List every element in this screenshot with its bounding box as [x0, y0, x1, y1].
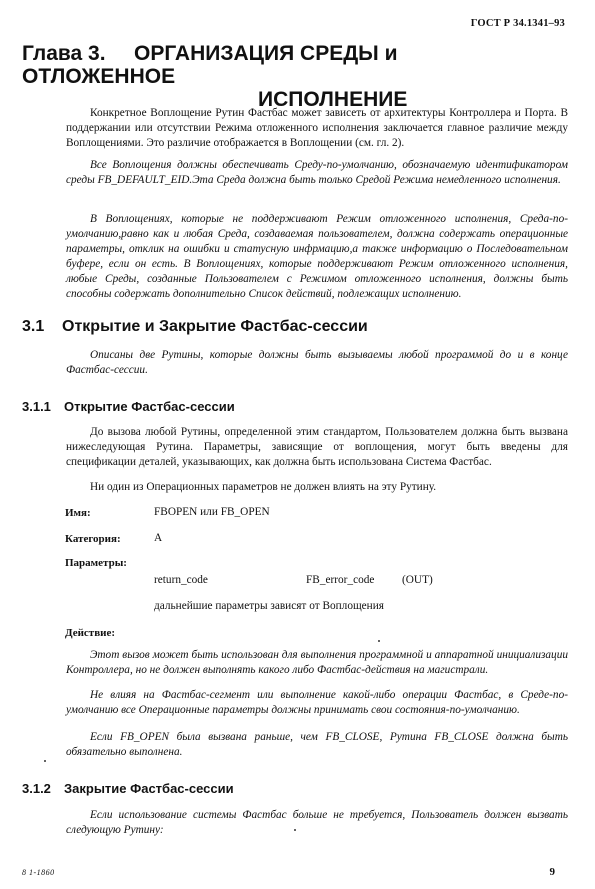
action-label: Действие: [65, 627, 116, 639]
intro-paragraph-1: Конкретное Воплощение Рутин Фастбас может зависеть от архитектуры Контроллера и Порта. В поддержании или отсутствии Режима отложенного исполнения заключается главное различие между Воплощениями. Это различие отображается в Воплощении (см. гл. 2). [66, 107, 568, 149]
param-fb-error-code: FB_error_code [306, 574, 375, 586]
section-title: Закрытие Фастбас-сессии [64, 781, 234, 796]
section-3-1-1-paragraph-2: Ни один из Операционных параметров не должен влиять на эту Рутину. [90, 481, 437, 493]
section-title: Открытие Фастбас-сессии [64, 399, 235, 414]
category-label: Категория: [65, 533, 121, 545]
param-return-code: return_code [154, 574, 208, 586]
section-title: Открытие и Закрытие Фастбас-сессии [62, 318, 368, 335]
section-3-1-1-paragraph-1: До вызова любой Рутины, определенной этим стандартом, Пользователем должна быть вызвана нижеследующая Рутина. Параметры, зависящие от воплощения, могут быть введены для спецификации деталей, указывающих, как должна быть использована Система Фастбас. [66, 426, 568, 468]
action-paragraph-2: Не влияя на Фастбас-сегмент или выполнение какой-либо операции Фастбас, в Среде-по-умолчанию все Операционные параметры должны принимать свои состояния-по-умолчанию. [66, 689, 568, 716]
parameters-label: Параметры: [65, 557, 127, 569]
page-number: 9 [549, 866, 555, 878]
chapter-number: Глава 3. [22, 42, 106, 65]
parameters-note: дальнейшие параметры зависят от Воплощения [154, 600, 384, 612]
param-direction: (OUT) [402, 574, 433, 586]
section-number: 3.1.2 [22, 781, 51, 796]
print-code: 8 1-1860 [22, 868, 55, 877]
chapter-title-line1: ОРГАНИЗАЦИЯ СРЕДЫ и ОТЛОЖЕННОЕ [22, 42, 398, 88]
section-3-1-1-heading [22, 399, 235, 414]
intro-paragraph-3: В Воплощениях, которые не поддерживают Режим отложенного исполнения, Среда-по-умолчанию,равно как и любая Среда, создаваемая пользователем, должна содержать операционные параметры, отклик на ошибки и статусную инфрмацию,а также информацию о Последовательном буфере, если он есть. В Воплощениях, которые поддерживают Режим отложенного исполнения, любые Среды, созданные Пользователем с Режимом отложенного исполнения, должны быть способны содержать дополнительно Список действий, подлежащих исполнению. [66, 213, 568, 300]
name-label: Имя: [65, 507, 91, 519]
section-3-1-2-text: Если использование системы Фастбас больше не требуется, Пользователь должен вызвать следующую Рутину: [66, 809, 568, 836]
section-3-1-heading [22, 318, 368, 336]
intro-paragraph-2: Все Воплощения должны обеспечивать Среду-по-умолчанию, обозначаемую идентификатором среды FB_DEFAULT_EID.Эта Среда должна быть только Средой Режима немедленного исполнения. [66, 159, 568, 186]
category-value: A [154, 532, 163, 544]
scan-speck [294, 829, 296, 831]
standard-number: ГОСТ Р 34.1341–93 [470, 18, 565, 29]
action-paragraph-3: Если FB_OPEN была вызвана раньше, чем FB_CLOSE, Рутина FB_CLOSE должна быть обязательно выполнена. [66, 731, 568, 758]
section-number: 3.1 [22, 318, 45, 335]
scan-speck [378, 640, 380, 642]
section-3-1-text: Описаны две Рутины, которые должны быть вызываемы любой программой до и в конце Фастбас-сессии. [66, 349, 568, 376]
name-value: FBOPEN или FB_OPEN [154, 506, 270, 518]
action-paragraph-1: Этот вызов может быть использован для выполнения программной и аппаратной инициализации Контроллера, но не должен выполнять какого либо Фастбас-действия на магистрали. [66, 649, 568, 676]
chapter-title-line2: ИСПОЛНЕНИЕ [258, 88, 408, 111]
section-3-1-2-heading [22, 781, 234, 796]
chapter-heading [22, 42, 542, 111]
section-number: 3.1.1 [22, 399, 51, 414]
scan-speck [44, 760, 46, 762]
